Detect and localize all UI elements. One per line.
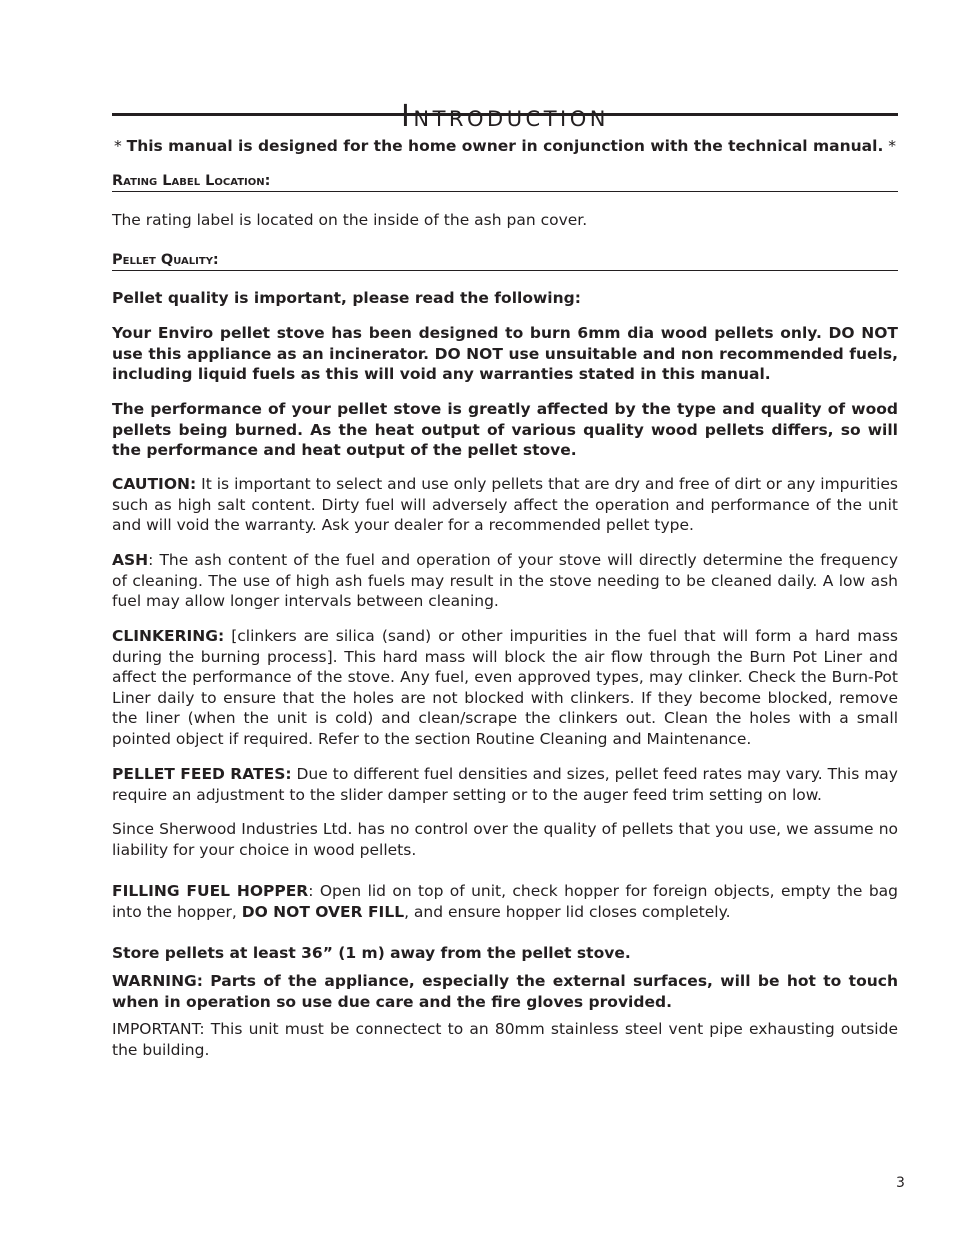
performance-paragraph: The performance of your pellet stove is greatly affected by the type and quality of wood pellets being burned. As the heat output of various quality wood pellets differs, so will the performance and heat output of the pellet stove. xyxy=(112,400,898,460)
store-pellets-notice: Store pellets at least 36” (1 m) away from the pellet stove. xyxy=(112,944,631,962)
note-text: This manual is designed for the home owner in conjunction with the technical manual. xyxy=(126,137,884,155)
caution-text: It is important to select and use only pellets that are dry and free of dirt or any impurities such as high salt content. Dirty fuel will adversely affect the operation and performance of the unit and will void the warranty. Ask your dealer for a recommended pellet type. xyxy=(112,475,898,535)
pellet-size-paragraph: Your Enviro pellet stove has been designed to burn 6mm dia wood pellets only. DO NOT use this appliance as an incinerator. DO NOT use unsuitable and non recommended fuels, including liquid fuels as this will void any warranties stated in this manual. xyxy=(112,324,898,384)
caution-label: CAUTION: xyxy=(112,475,197,493)
ash-paragraph xyxy=(112,550,898,612)
filling-hopper-text-end: , and ensure hopper lid closes completely. xyxy=(404,902,731,921)
feed-rates-paragraph xyxy=(112,764,898,805)
clinkering-text: [clinkers are silica (sand) or other impurities in the fuel that will form a hard mass during the burning process]. This hard mass will block the air flow through the Burn Pot Liner and affect the performance of the stove. Any fuel, even approved types, may clinker. Check the Burn-Pot Liner daily to ensure that the holes are not blocked with clinkers. If they become blocked, remove the liner (when the unit is cold) and clean/scrape the clinkers out. Clean the holes with a small pointed object if required. Refer to the section Routine Cleaning and Maintenance. xyxy=(112,627,898,748)
rating-label-text: The rating label is located on the inside of the ash pan cover. xyxy=(112,211,588,229)
important-paragraph: IMPORTANT: This unit must be connectect to an 80mm stainless steel vent pipe exhausting outside the building. xyxy=(112,1020,898,1059)
pellet-quality-heading: Pellet Quality: xyxy=(112,251,898,271)
filling-hopper-paragraph xyxy=(112,881,898,922)
page-number: 3 xyxy=(896,1175,905,1191)
filling-hopper-text: : Open lid on top of unit, check hopper for foreign objects, empty the bag into the hopper, xyxy=(112,882,898,921)
ash-text: : The ash content of the fuel and operation of your stove will directly determine the frequency of cleaning. The use of high ash fuels may result in the stove needing to be cleaned daily. A low ash fuel may allow longer intervals between cleaning. xyxy=(112,551,898,611)
do-not-overfill: DO NOT OVER FILL xyxy=(241,902,405,921)
rating-label-heading: Rating Label Location: xyxy=(112,172,898,192)
clinkering-label: CLINKERING: xyxy=(112,627,225,645)
note-suffix: * xyxy=(883,137,897,155)
owner-manual-note xyxy=(112,135,898,157)
note-prefix: * xyxy=(113,137,127,155)
clinkering-paragraph xyxy=(112,626,898,750)
caution-paragraph xyxy=(112,474,898,536)
title-underline xyxy=(112,113,898,116)
pellet-quality-intro: Pellet quality is important, please read the following: xyxy=(112,289,581,307)
feed-rates-text: Due to different fuel densities and sizes, pellet feed rates may vary. This may require an adjustment to the slider damper setting or to the auger feed trim setting on low. xyxy=(112,765,898,804)
feed-rates-label: PELLET FEED RATES: xyxy=(112,765,292,783)
warning-paragraph: WARNING: Parts of the appliance, especially the external surfaces, will be hot to touch when in operation so use due care and the fire gloves provided. xyxy=(112,972,898,1011)
page-title: Introduction xyxy=(401,99,609,135)
filling-hopper-label: FILLING FUEL HOPPER xyxy=(112,882,309,900)
ash-label: ASH xyxy=(112,551,149,569)
liability-paragraph: Since Sherwood Industries Ltd. has no control over the quality of pellets that you use, we assume no liability for your choice in wood pellets. xyxy=(112,820,898,859)
